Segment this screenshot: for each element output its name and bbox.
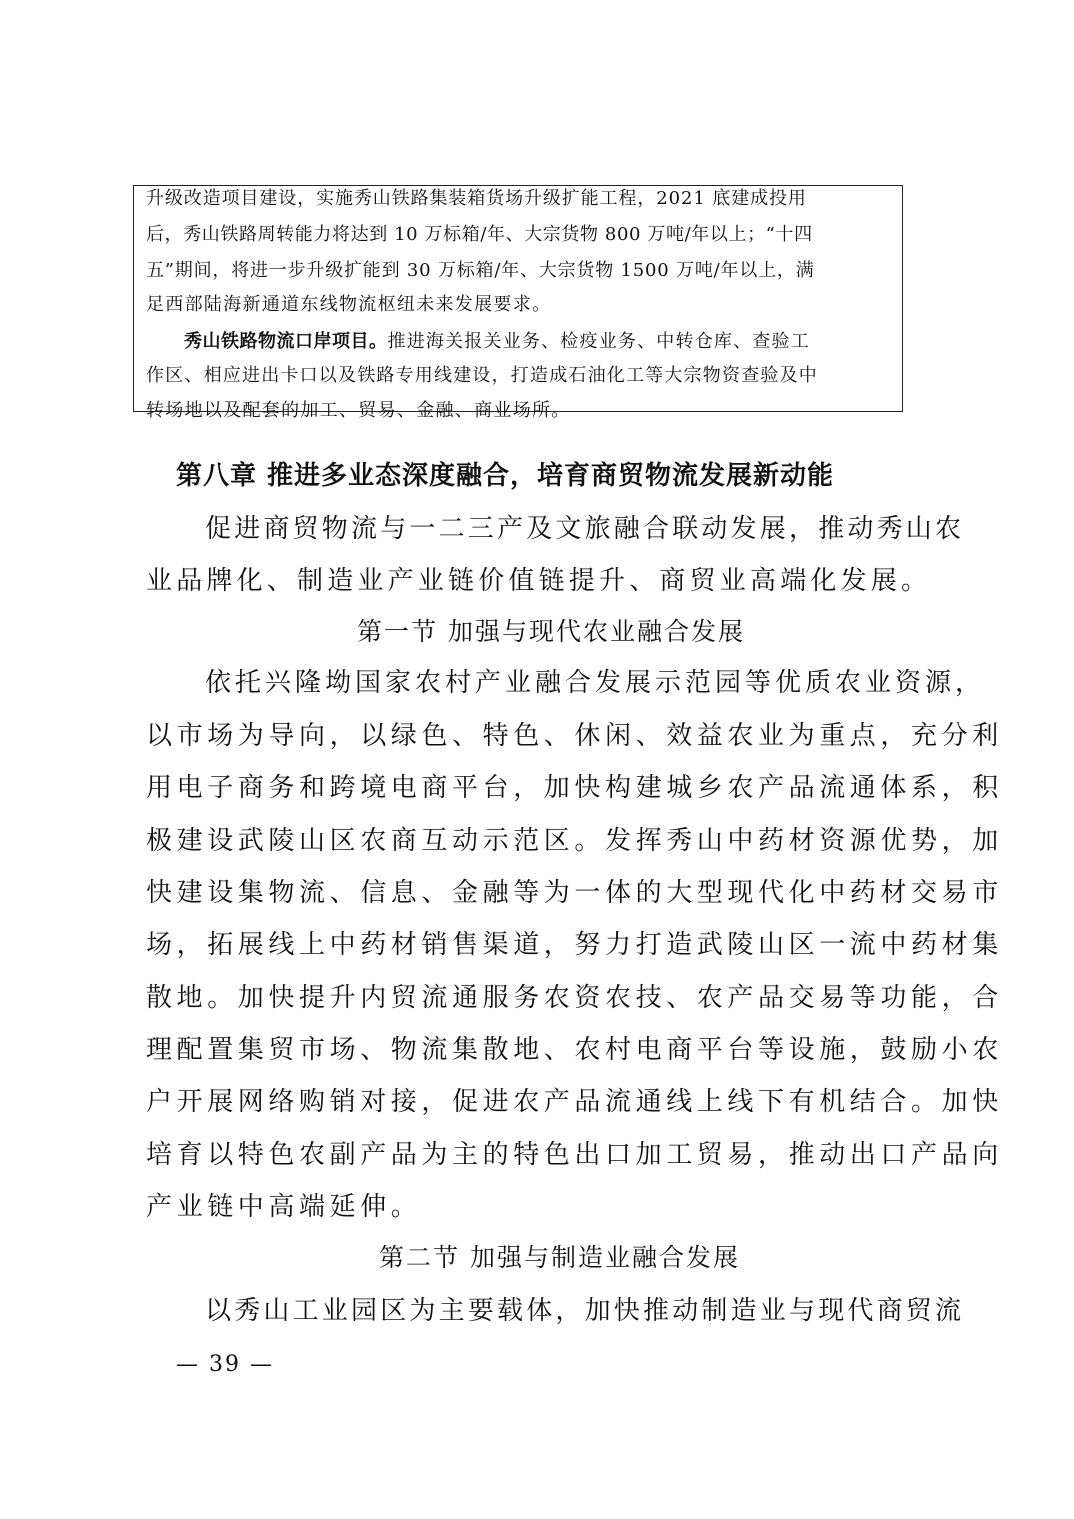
box-line: 作区、相应进出卡口以及铁路专用线建设，打造成石油化工等大宗物资查验及中 [146, 365, 818, 386]
body-line: 场，拓展线上中药材销售渠道，努力打造武陵山区一流中药材集 [146, 930, 1003, 960]
body-line: 散地。加快提升内贸流通服务农资农技、农产品交易等功能，合 [146, 983, 1003, 1013]
body-line: 理配置集贸市场、物流集散地、农村电商平台等设施，鼓励小农 [146, 1035, 1003, 1065]
box-project-line [184, 327, 810, 357]
page-number: — 39 — [176, 1352, 274, 1377]
body-line: 依托兴隆坳国家农村产业融合发展示范园等优质农业资源， [205, 668, 986, 698]
box-line: 后，秀山铁路周转能力将达到 10 万标箱/年、大宗货物 800 万吨/年以上；“十四 [146, 224, 813, 245]
section-title: 第一节 加强与现代农业融合发展 [357, 617, 745, 646]
box-project-text: 推进海关报关业务、检疫业务、中转仓库、查验工 [387, 331, 810, 352]
box-line: 转场地以及配套的加工、贸易、金融、商业场所。 [146, 400, 571, 421]
body-line: 促进商贸物流与一二三产及文旅融合联动发展，推动秀山农 [205, 514, 965, 544]
body-line: 极建设武陵山区农商互动示范区。发挥秀山中药材资源优势，加 [146, 826, 1003, 856]
box-line: 升级改造项目建设，实施秀山铁路集装箱货场升级扩能工程，2021 底建成投用 [146, 188, 807, 209]
body-line: 以秀山工业园区为主要载体，加快推动制造业与现代商贸流 [205, 1296, 965, 1326]
body-line: 用电子商务和跨境电商平台，加快构建城乡农产品流通体系，积 [146, 773, 1003, 803]
body-line: 产业链中高端延伸。 [146, 1192, 422, 1222]
box-line: 五”期间，将进一步升级扩能到 30 万标箱/年、大宗货物 1500 万吨/年以上，满 [146, 260, 815, 281]
body-line: 培育以特色农副产品为主的特色出口加工贸易，推动出口产品向 [146, 1140, 1003, 1170]
box-line: 足西部陆海新通道东线物流枢纽未来发展要求。 [146, 294, 552, 315]
body-line: 快建设集物流、信息、金融等为一体的大型现代化中药材交易市 [146, 878, 1003, 908]
chapter-title: 第八章 推进多业态深度融合，培育商贸物流发展新动能 [176, 461, 835, 491]
body-line: 以市场为导向，以绿色、特色、休闲、效益农业为重点，充分利 [146, 721, 1003, 751]
section-title: 第二节 加强与制造业融合发展 [379, 1243, 740, 1272]
box-project-title: 秀山铁路物流口岸项目。 [184, 331, 388, 352]
body-line: 户开展网络购销对接，促进农产品流通线上线下有机结合。加快 [146, 1087, 1003, 1117]
body-line: 业品牌化、制造业产业链价值链提升、商贸业高端化发展。 [146, 566, 932, 596]
